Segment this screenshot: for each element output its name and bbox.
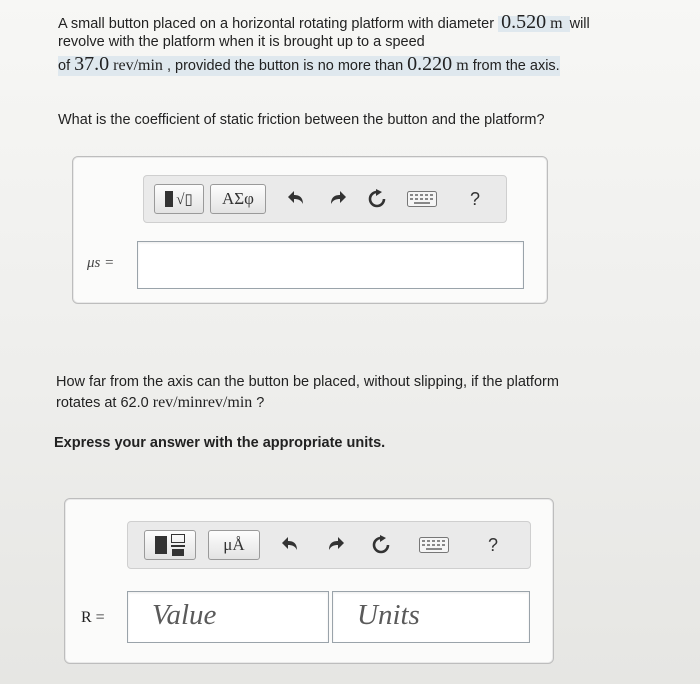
q2-instruction: Express your answer with the appropriate units.: [54, 435, 386, 451]
units-input[interactable]: [332, 591, 530, 643]
r-label: R =: [81, 609, 105, 626]
question1-text: [58, 12, 678, 76]
distance-unit: m: [456, 57, 469, 74]
value-input[interactable]: [127, 591, 329, 643]
template-button[interactable]: √▯: [154, 184, 204, 214]
fraction-icon: [155, 536, 167, 554]
distance-value: 0.220: [407, 53, 453, 75]
units-button[interactable]: μÅ: [208, 530, 260, 560]
q2-line1: How far from the axis can the button be placed, without slipping, if the platform: [56, 374, 559, 390]
speed-unit: rev/min: [113, 57, 163, 74]
redo-icon[interactable]: [324, 186, 350, 212]
keyboard-icon[interactable]: [406, 186, 438, 212]
q1-answer-panel: [72, 156, 548, 304]
question2-text: [56, 372, 676, 413]
q1-prompt: What is the coefficient of static friction between the button and the platform?: [58, 112, 545, 128]
redo-icon[interactable]: [322, 532, 348, 558]
speed-value: 37.0: [74, 53, 110, 75]
q1-toolbar: [143, 175, 507, 223]
mu-s-label: μs =: [87, 255, 115, 271]
diameter-value: 0.520: [501, 11, 547, 33]
q1-line3-mid: , provided the button is no more than: [166, 58, 404, 74]
undo-icon[interactable]: [284, 186, 310, 212]
help-button[interactable]: ?: [487, 534, 498, 555]
template-icon: [165, 191, 173, 207]
symbols-button[interactable]: ΑΣφ: [210, 184, 266, 214]
keyboard-icon[interactable]: [418, 532, 450, 558]
help-button[interactable]: ?: [469, 188, 480, 209]
q2-answer-panel: [64, 498, 554, 664]
q1-line3-post: from the axis.: [472, 58, 560, 74]
reset-icon[interactable]: [368, 532, 394, 558]
fraction-template-button[interactable]: [144, 530, 196, 560]
rate-unit: rev/minrev/min: [152, 394, 253, 411]
diameter-unit: m: [550, 15, 563, 32]
undo-icon[interactable]: [278, 532, 304, 558]
q1-line1-post: will: [569, 16, 590, 32]
mu-s-input[interactable]: [137, 241, 524, 289]
q2-line2-pre: rotates at 62.0: [56, 395, 149, 411]
q2-line2-post: ?: [256, 395, 265, 411]
q1-line2: revolve with the platform when it is brought up to a speed: [58, 34, 425, 50]
q1-line1-pre: A small button placed on a horizontal rotating platform with diameter: [58, 16, 495, 32]
q2-toolbar: [127, 521, 531, 569]
reset-icon[interactable]: [364, 186, 390, 212]
q1-line3-pre: of: [58, 58, 71, 74]
value-placeholder: Value: [152, 599, 217, 631]
units-placeholder: Units: [357, 599, 420, 631]
